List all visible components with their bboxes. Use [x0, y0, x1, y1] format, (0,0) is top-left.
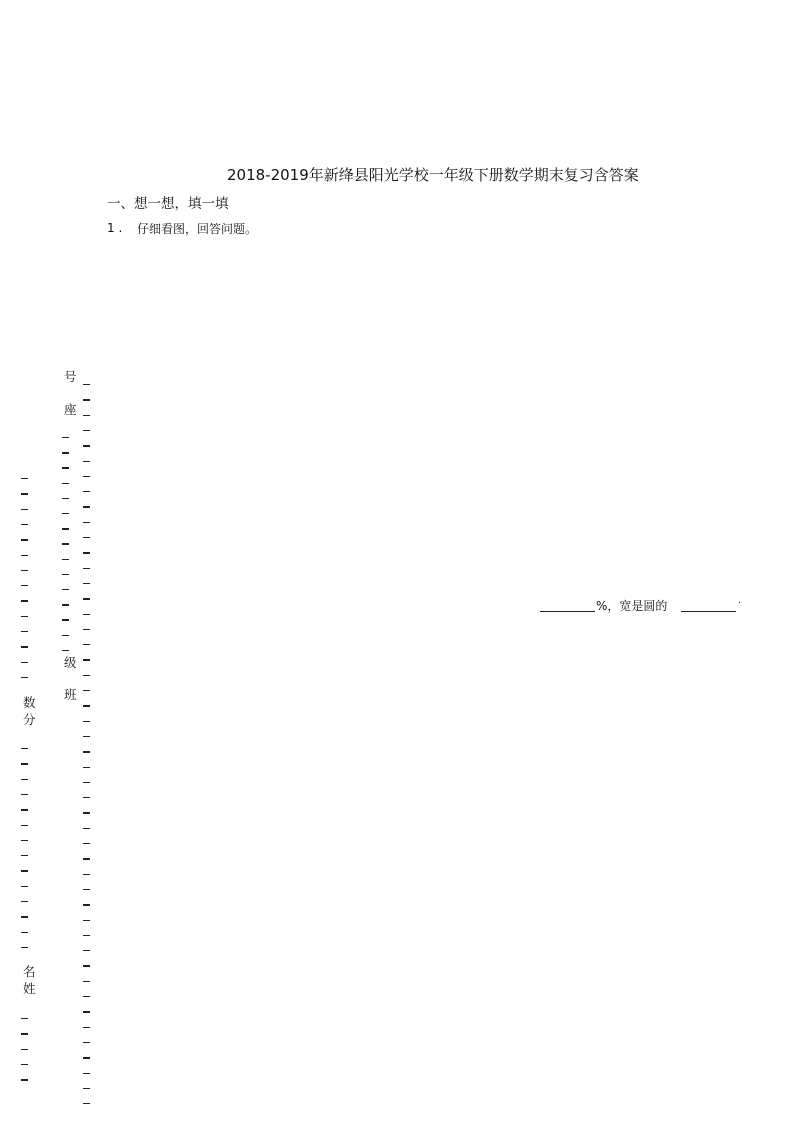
- question-number: 1 .: [107, 221, 123, 235]
- binding-dash: [83, 981, 90, 982]
- binding-dash: [83, 1073, 90, 1074]
- binding-dash: [83, 767, 90, 768]
- section-heading: 一、想一想，填一填: [107, 196, 229, 212]
- question-text: 仔细看图，回答问题。: [137, 222, 258, 236]
- binding-dash: [21, 855, 28, 856]
- binding-dash: [21, 748, 28, 749]
- binding-dash: [83, 920, 90, 921]
- binding-dash-column-left: [21, 0, 28, 1124]
- binding-dash: [21, 631, 28, 632]
- binding-dash: [83, 445, 90, 446]
- binding-dash: [83, 537, 90, 538]
- binding-dash: [83, 598, 90, 599]
- name-label-top: 名: [23, 964, 36, 979]
- binding-dash: [21, 570, 28, 571]
- binding-dash: [21, 901, 28, 902]
- binding-dash: [21, 947, 28, 948]
- binding-dash: [62, 543, 69, 544]
- name-label-bottom: 姓: [23, 981, 36, 996]
- score-label-bottom: 分: [23, 712, 36, 727]
- fill-in-end-text: .: [738, 596, 741, 606]
- binding-dash: [62, 604, 69, 605]
- binding-dash: [83, 782, 90, 783]
- score-label-top: 数: [23, 695, 36, 710]
- binding-dash: [21, 794, 28, 795]
- binding-dash: [83, 705, 90, 706]
- binding-dash: [83, 858, 90, 859]
- binding-dash: [21, 809, 28, 810]
- binding-dash: [21, 825, 28, 826]
- class-label: 班: [64, 687, 77, 702]
- binding-dash: [62, 452, 69, 453]
- binding-dash: [83, 965, 90, 966]
- binding-dash: [62, 483, 69, 484]
- binding-dash: [21, 1033, 28, 1034]
- binding-dash: [62, 437, 69, 438]
- binding-dash: [21, 840, 28, 841]
- fill-in-middle-text: %，宽是圆的: [596, 599, 668, 613]
- binding-dash: [21, 555, 28, 556]
- binding-dash: [21, 932, 28, 933]
- binding-dash: [83, 1011, 90, 1012]
- binding-dash: [83, 568, 90, 569]
- binding-dash: [21, 600, 28, 601]
- binding-dash: [83, 1027, 90, 1028]
- binding-dash: [83, 430, 90, 431]
- binding-dash: [83, 552, 90, 553]
- binding-dash: [83, 506, 90, 507]
- binding-dash: [62, 650, 69, 651]
- binding-dash: [83, 935, 90, 936]
- binding-dash: [83, 522, 90, 523]
- binding-dash: [21, 1018, 28, 1019]
- binding-dash: [83, 889, 90, 890]
- binding-dash: [83, 1057, 90, 1058]
- binding-dash: [83, 461, 90, 462]
- binding-dash: [21, 493, 28, 494]
- document-title: 2018-2019年新绛县阳光学校一年级下册数学期末复习含答案: [227, 166, 639, 184]
- binding-dash: [21, 509, 28, 510]
- binding-dash: [83, 415, 90, 416]
- binding-dash: [62, 635, 69, 636]
- binding-dash: [21, 646, 28, 647]
- binding-dash: [21, 1049, 28, 1050]
- binding-dash: [62, 619, 69, 620]
- seat-label: 座: [64, 402, 77, 417]
- binding-dash: [83, 384, 90, 385]
- binding-dash: [83, 1088, 90, 1089]
- binding-dash: [21, 539, 28, 540]
- binding-dash: [83, 629, 90, 630]
- binding-dash: [62, 467, 69, 468]
- binding-dash: [83, 476, 90, 477]
- binding-dash: [83, 736, 90, 737]
- binding-dash-column-right: [83, 0, 90, 1124]
- binding-dash: [83, 1042, 90, 1043]
- binding-dash: [62, 589, 69, 590]
- binding-dash: [83, 812, 90, 813]
- binding-dash: [21, 916, 28, 917]
- binding-dash: [83, 797, 90, 798]
- seat-number-label: 号: [64, 369, 77, 384]
- binding-dash: [83, 690, 90, 691]
- binding-dash: [21, 1064, 28, 1065]
- binding-dash: [83, 644, 90, 645]
- binding-dash: [83, 721, 90, 722]
- binding-dash: [21, 870, 28, 871]
- binding-dash-column-middle: [62, 0, 69, 1124]
- binding-dash: [83, 675, 90, 676]
- binding-dash: [62, 528, 69, 529]
- binding-dash: [83, 996, 90, 997]
- binding-dash: [21, 886, 28, 887]
- binding-dash: [21, 779, 28, 780]
- binding-dash: [21, 585, 28, 586]
- binding-dash: [21, 763, 28, 764]
- binding-dash: [83, 904, 90, 905]
- binding-dash: [83, 751, 90, 752]
- binding-dash: [83, 1103, 90, 1104]
- binding-dash: [62, 559, 69, 560]
- binding-dash: [21, 616, 28, 617]
- answer-blank-1[interactable]: [540, 611, 595, 612]
- binding-dash: [21, 677, 28, 678]
- grade-label: 级: [64, 655, 77, 670]
- binding-dash: [83, 491, 90, 492]
- binding-dash: [21, 478, 28, 479]
- binding-dash: [62, 513, 69, 514]
- binding-dash: [83, 399, 90, 400]
- binding-dash: [21, 524, 28, 525]
- binding-dash: [83, 659, 90, 660]
- binding-dash: [83, 583, 90, 584]
- binding-dash: [83, 614, 90, 615]
- binding-dash: [62, 574, 69, 575]
- answer-blank-2[interactable]: [681, 611, 736, 612]
- binding-dash: [83, 874, 90, 875]
- binding-dash: [21, 1079, 28, 1080]
- binding-dash: [62, 498, 69, 499]
- binding-dash: [83, 828, 90, 829]
- binding-dash: [83, 843, 90, 844]
- binding-dash: [83, 950, 90, 951]
- binding-dash: [21, 662, 28, 663]
